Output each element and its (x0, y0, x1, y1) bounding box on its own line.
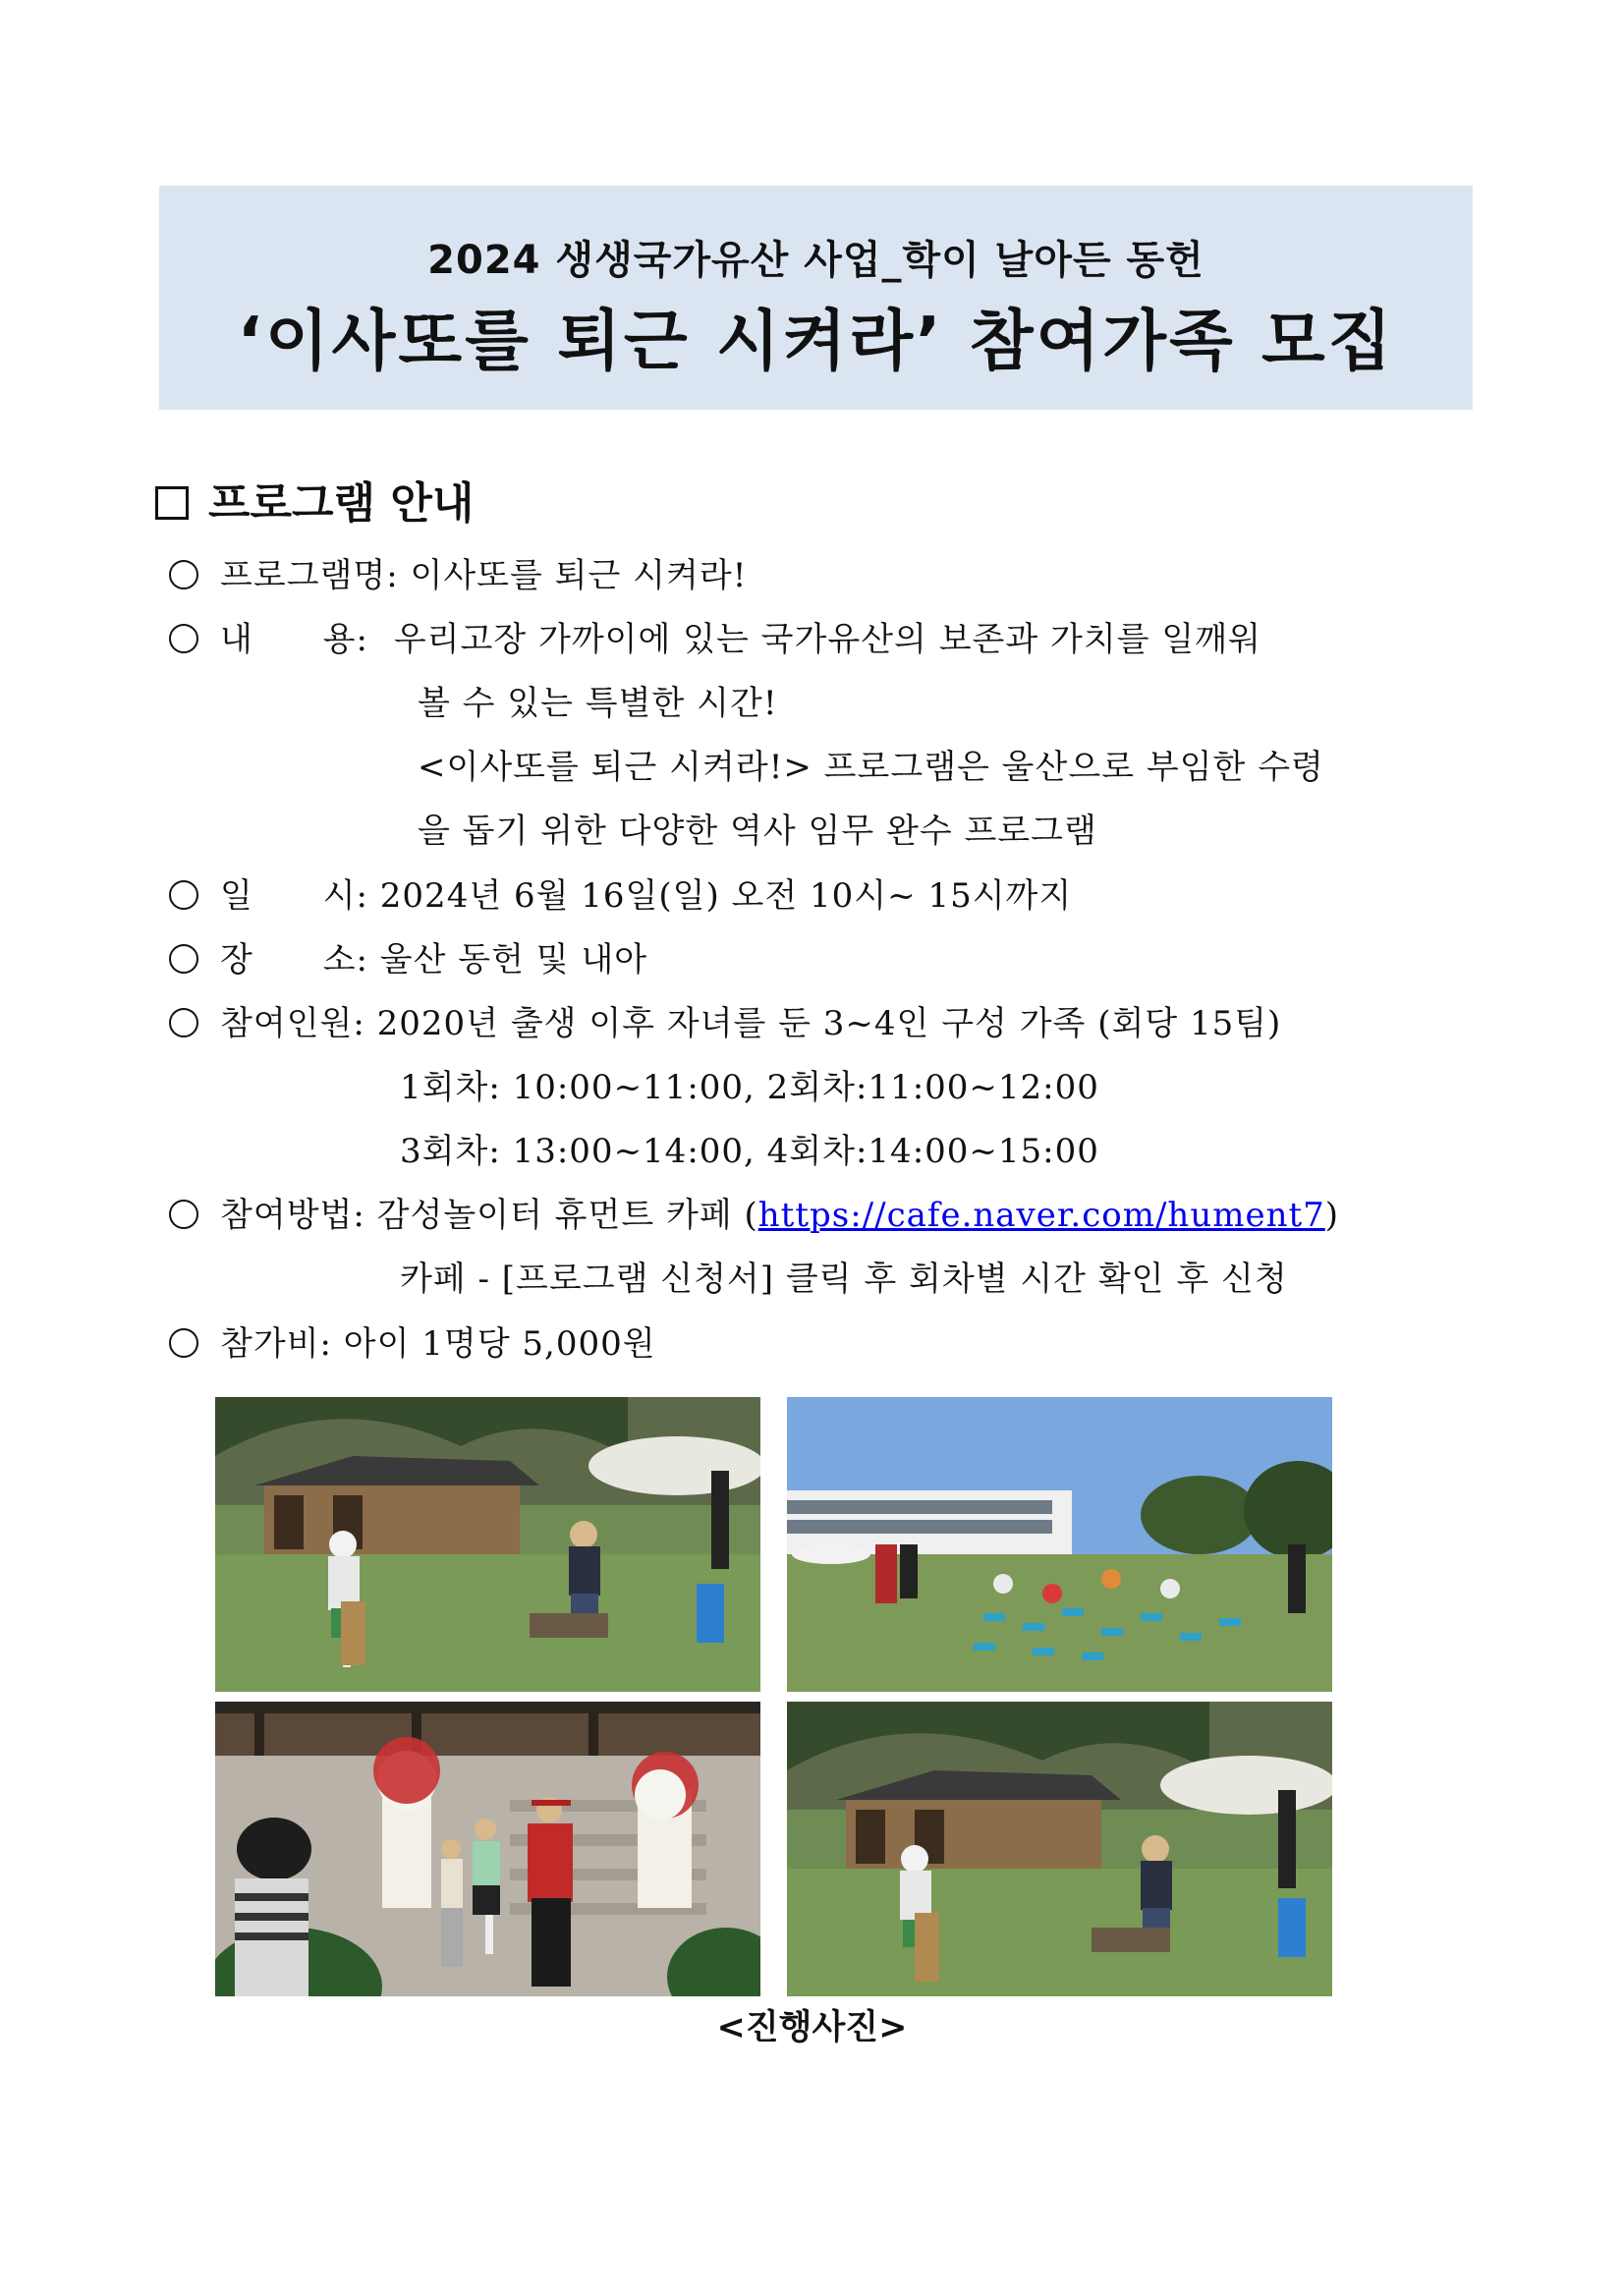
photo-2 (787, 1397, 1332, 1692)
program-name-text: 프로그램명: 이사또를 퇴근 시켜라! (220, 556, 748, 595)
method-text: 참여방법: 감성놀이터 휴먼트 카페 ( (220, 1196, 758, 1235)
item-participants (169, 996, 1281, 1044)
title-banner (159, 186, 1473, 410)
session-line-1: 1회차: 10:00~11:00, 2회차:11:00~12:00 (400, 1068, 1099, 1107)
fee-text: 참가비: 아이 1명당 5,000원 (220, 1324, 656, 1364)
section-title: 프로그램 안내 (208, 478, 475, 529)
section-heading (155, 468, 474, 531)
item-method (169, 1188, 1339, 1236)
photo-1 (215, 1397, 760, 1692)
circle-bullet-icon (169, 1200, 198, 1229)
content-line-4: 을 돕기 위한 다양한 역사 임무 완수 프로그램 (418, 812, 1097, 851)
circle-bullet-icon (169, 624, 198, 653)
photo-3 (215, 1702, 760, 1996)
method-suffix: ) (1324, 1196, 1340, 1235)
item-fee (169, 1316, 656, 1365)
content-line-1: 우리고장 가까이에 있는 국가유산의 보존과 가치를 일깨워 (393, 620, 1261, 659)
circle-bullet-icon (169, 560, 198, 589)
square-bullet-icon (155, 486, 189, 520)
photo-caption: <진행사진> (716, 2008, 908, 2047)
item-program-name (169, 548, 747, 596)
participants-text: 참여인원: 2020년 출생 이후 자녀를 둔 3~4인 구성 가족 (회당 15팀) (220, 1004, 1282, 1043)
item-place (169, 932, 647, 980)
title-line-1: 2024 생생국가유산 사업_학이 날아든 동헌 (427, 238, 1204, 283)
circle-bullet-icon (169, 944, 198, 974)
circle-bullet-icon (169, 880, 198, 910)
circle-bullet-icon (169, 1328, 198, 1358)
photo-4 (787, 1702, 1332, 1996)
date-text: 일 시: 2024년 6월 16일(일) 오전 10시~ 15시까지 (220, 876, 1073, 916)
session-line-2: 3회차: 13:00~14:00, 4회차:14:00~15:00 (400, 1132, 1099, 1171)
cafe-link[interactable]: https://cafe.naver.com/hument7 (757, 1196, 1325, 1235)
content-line-3: <이사또를 퇴근 시켜라!> 프로그램은 울산으로 부임한 수령 (418, 748, 1324, 787)
circle-bullet-icon (169, 1008, 198, 1037)
content-line-2: 볼 수 있는 특별한 시간! (418, 684, 778, 723)
place-text: 장 소: 울산 동헌 및 내아 (220, 940, 648, 980)
content-label: 내 용: (220, 620, 368, 659)
item-content (169, 612, 1261, 660)
item-date (169, 868, 1072, 917)
method-line-2: 카페 - [프로그램 신청서] 클릭 후 회차별 시간 확인 후 신청 (400, 1260, 1288, 1299)
title-line-2: ‘이사또를 퇴근 시켜라’ 참여가족 모집 (237, 303, 1395, 379)
